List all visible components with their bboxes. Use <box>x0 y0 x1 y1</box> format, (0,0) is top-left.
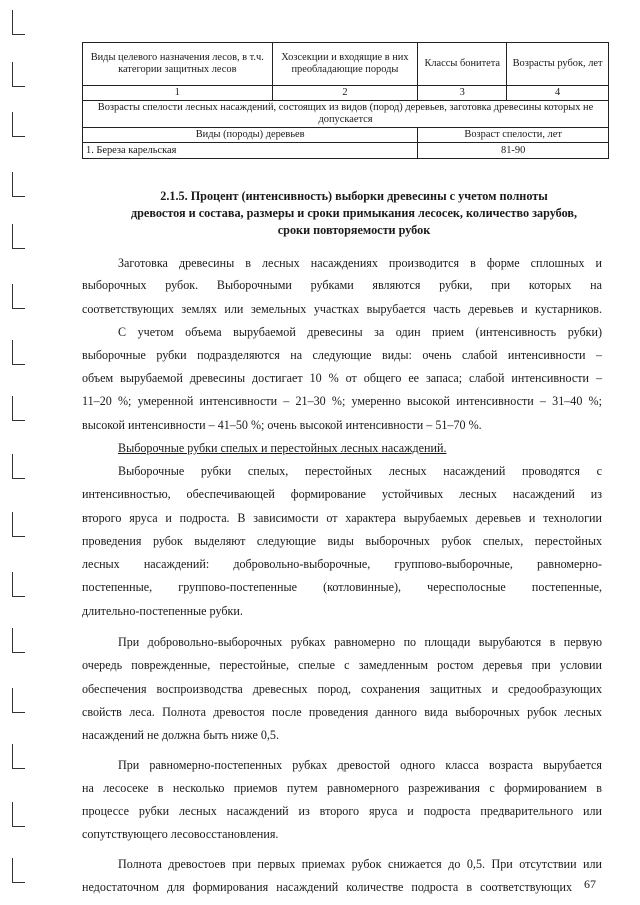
text-line: очередь поврежденные, перестойные, спелые с замедленным ростом деревья при условии <box>82 658 602 672</box>
text-line: соответствующих землях или земельных участках вырубается часть деревьев и кустарников. <box>82 302 602 316</box>
text-line: насаждений не должна быть ниже 0,5. <box>82 728 279 742</box>
text-line: Полнота древостоев при первых приемах рубок снижается до 0,5. При отсутствии или <box>118 857 602 871</box>
col-species-header: Виды (породы) деревьев <box>83 128 418 143</box>
text-line: сопутствующего лесовосстановления. <box>82 827 279 841</box>
section-heading <box>104 188 604 239</box>
text-line: недостаточном для формирования насаждений количестве подроста в соответствующих <box>82 880 572 894</box>
header-bonitet: Классы бонитета <box>418 43 507 86</box>
col-age-header: Возраст спелости, лет <box>418 128 609 143</box>
row-age: 81-90 <box>418 143 609 159</box>
heading-line: древостоя и состава, размеры и сроки примыкания лесосек, количество зарубов, <box>130 206 577 220</box>
text-line: свойств леса. Полнота древостоя после проведения данного вида выборочных рубок лесных <box>82 705 602 719</box>
text-line: обеспечения воспроизводства древесных пород, сохранения защитных и средообразующих <box>82 682 602 696</box>
text-line: При равномерно-постепенных рубках древостой одного класса возраста вырубается <box>118 758 602 772</box>
text-line: проведения рубок выделяют следующие виды выборочных рубок спелых, перестойных <box>82 534 602 548</box>
text-line: лесных насаждений: добровольно-выборочные, группово-выборочные, равномерно- <box>82 557 602 571</box>
col-number-3: 3 <box>418 86 507 101</box>
heading-line: сроки повторяемости рубок <box>277 223 431 237</box>
header-ages: Возрасты рубок, лет <box>507 43 609 86</box>
text-line: объем вырубаемой древесины достигает 10 % от общего ее запаса; слабой интенсивности – <box>82 371 602 385</box>
page-number: 67 <box>584 877 596 891</box>
text-line: на лесосеке в несколько приемов путем равномерного разреживания с формированием в <box>82 781 602 795</box>
header-purpose: Виды целевого назначения лесов, в т.ч. категории защитных лесов <box>83 43 273 86</box>
header-sections: Хозсекции и входящие в них преобладающие породы <box>272 43 418 86</box>
text-line: Выборочные рубки спелых, перестойных лесных насаждений проводятся с <box>118 464 602 478</box>
binding-marks <box>0 0 40 905</box>
forest-table <box>82 42 609 159</box>
text-line: постепенные, группово-постепенные (котловинные), чересполосные постепенные, <box>82 580 602 594</box>
text-line: При добровольно-выборочных рубках равномерно по площади вырубаются в первую <box>118 635 602 649</box>
text-line: второго яруса и подроста. В зависимости от характера вырубаемых деревьев и технологии <box>82 511 602 525</box>
col-number-4: 4 <box>507 86 609 101</box>
text-line: С учетом объема вырубаемой древесины за один прием (интенсивность рубки) <box>118 325 602 339</box>
col-number-1: 1 <box>83 86 273 101</box>
text-line: выборочные рубки подразделяются на следующие виды: очень слабой интенсивности – <box>82 348 602 362</box>
row-species: 1. Береза карельская <box>83 143 418 159</box>
heading-line: 2.1.5. Процент (интенсивность) выборки древесины с учетом полноты <box>160 189 548 203</box>
col-number-2: 2 <box>272 86 418 101</box>
text-line: высокой интенсивности – 41–50 %; очень высокой интенсивности – 51–70 %. <box>82 418 482 432</box>
text-line: интенсивностью, обеспечивающей формирование устойчивых лесных насаждений из <box>82 487 602 501</box>
text-line: длительно-постепенные рубки. <box>82 604 243 618</box>
subsection-title: Выборочные рубки спелых и перестойных лесных насаждений. <box>118 441 447 455</box>
text-line: Заготовка древесины в лесных насаждениях производится в форме сплошных и <box>118 256 602 270</box>
table-section-title: Возрасты спелости лесных насаждений, состоящих из видов (пород) деревьев, заготовка древесины которых не допускается <box>83 101 609 128</box>
text-line: выборочных рубок. Выборочными рубками являются рубки, при которых на <box>82 278 602 292</box>
text-line: процессе рубки лесных насаждений из второго яруса и подроста предварительного или <box>82 804 602 818</box>
text-line: 11–20 %; умеренной интенсивности – 21–30 %; умеренно высокой интенсивности – 31–40 %; <box>82 394 602 408</box>
